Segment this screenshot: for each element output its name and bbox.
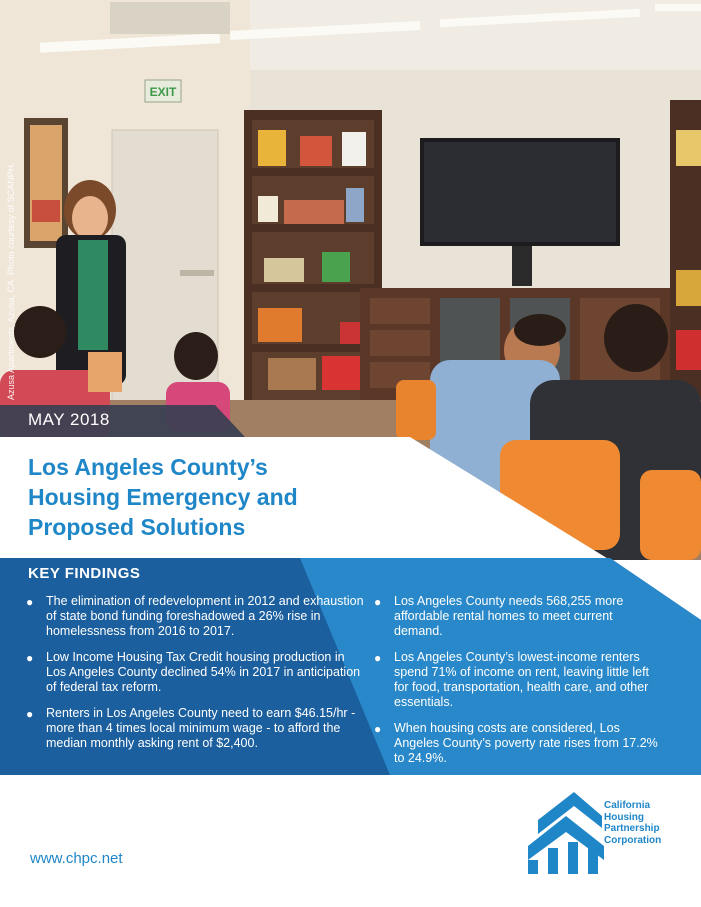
page-title [28, 452, 408, 542]
exit-sign: EXIT [149, 85, 177, 99]
finding-text: Los Angeles County needs 568,255 more affordable rental homes to meet current demand. [394, 594, 624, 638]
bullet-icon: ● [374, 595, 382, 609]
logo-wordmark [604, 800, 661, 846]
bullet-icon: ● [26, 595, 34, 609]
title-line: Los Angeles County’s [28, 454, 268, 480]
key-findings-heading: KEY FINDINGS [28, 565, 141, 582]
bullet-icon: ● [374, 722, 382, 736]
finding-text: Low Income Housing Tax Credit housing production in Los Angeles County declined 54% in 2017 in anticipation of federal tax reform. [46, 650, 361, 694]
finding-text: Los Angeles County’s lowest-income renters spend 71% of income on rent, leaving little left for food, transportation, health care, and other essentials. [394, 650, 650, 709]
report-date: MAY 2018 [28, 410, 110, 429]
title-line: Housing Emergency and [28, 484, 298, 510]
finding-text: When housing costs are considered, Los Angeles County’s poverty rate rises from 17.2% to 24.9%. [394, 721, 658, 765]
list-item [24, 594, 364, 639]
logo-line: Partnership [604, 823, 660, 834]
bullet-icon: ● [26, 707, 34, 721]
list-item [372, 594, 662, 639]
list-item [372, 650, 662, 710]
key-findings-left-list [24, 594, 364, 762]
finding-text: Renters in Los Angeles County need to earn $46.15/hr - more than 4 times local minimum wage - to afford the median monthly asking rent of $2,400. [46, 706, 356, 750]
logo-line: Housing [604, 811, 644, 823]
title-line: Proposed Solutions [28, 514, 246, 540]
photo-credit: Azusa Apartments, Azusa, CA. Photo courtesy of SCANPH. [6, 162, 16, 400]
website-link[interactable]: www.chpc.net [30, 850, 123, 867]
bullet-icon: ● [374, 651, 382, 665]
logo-line: Corporation [604, 834, 662, 846]
logo-line: California [604, 800, 651, 811]
list-item [372, 721, 662, 766]
list-item [24, 706, 364, 751]
finding-text: The elimination of redevelopment in 2012 and exhaustion of state bond funding foreshadowed a 26% rise in homelessness from 2016 to 2017. [46, 594, 364, 638]
bullet-icon: ● [26, 651, 34, 665]
list-item [24, 650, 364, 695]
key-findings-right-list [372, 594, 662, 777]
